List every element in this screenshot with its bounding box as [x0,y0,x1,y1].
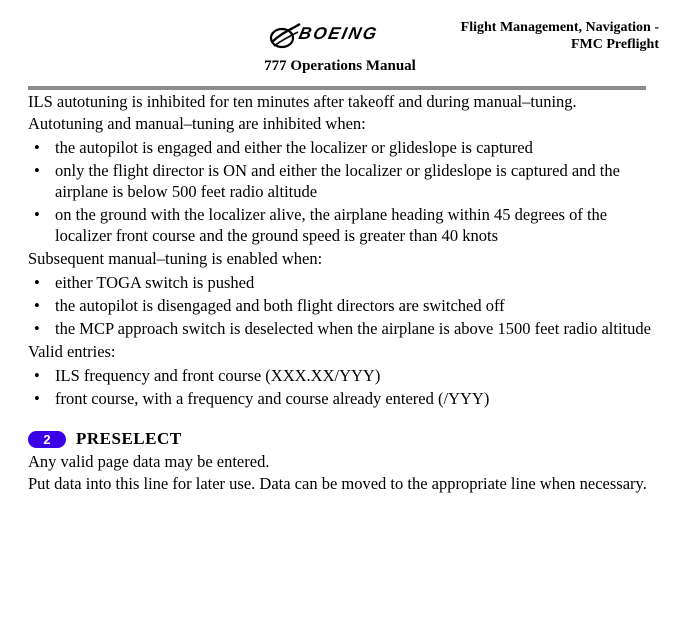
list-item: • the autopilot is engaged and either the localizer or glideslope is captured [28,137,653,158]
manual-title: 777 Operations Manual [264,58,416,74]
valid-entries-heading: Valid entries: [28,342,116,361]
inhibit-conditions-list [28,137,653,246]
intro-paragraph: ILS autotuning is inhibited for ten minutes after takeoff and during manual–tuning. Autotuning and manual–tuning are inhibited when: [28,92,577,133]
preselect-heading [28,427,653,451]
list-item: • the MCP approach switch is deselected when the airplane is above 1500 feet radio altitude [28,318,653,339]
preselect-number-badge: 2 [28,431,66,448]
page-content [28,91,653,495]
list-item: • only the flight director is ON and either the localizer or glideslope is captured and the airplane is below 500 feet radio altitude [28,160,653,202]
list-item: • on the ground with the localizer alive, the airplane heading within 45 degrees of the localizer front course and the ground speed is greater than 40 knots [28,204,653,246]
list-item: • either TOGA switch is pushed [28,272,653,293]
preselect-label: PRESELECT [76,429,182,448]
valid-entries-list [28,365,653,409]
boeing-logo [268,20,408,56]
preselect-text-2: Put data into this line for later use. Data can be moved to the appropriate line when necessary. [28,474,647,493]
enable-conditions-list [28,272,653,339]
section-title-line-1: Flight Management, Navigation - [460,20,659,35]
section-title-line-2: FMC Preflight [571,37,659,52]
list-item: • the autopilot is disengaged and both flight directors are switched off [28,295,653,316]
list-item: • ILS frequency and front course (XXX.XX/YYY) [28,365,653,386]
preselect-text-1: Any valid page data may be entered. [28,452,270,471]
section-title [399,19,659,53]
logo-wordmark: BOEING [297,24,381,43]
list-item: • front course, with a frequency and course already entered (/YYY) [28,388,653,409]
page-header [0,0,673,84]
subsequent-heading: Subsequent manual–tuning is enabled when: [28,249,323,268]
boeing-logo-icon [268,20,302,54]
header-rule [28,86,646,90]
